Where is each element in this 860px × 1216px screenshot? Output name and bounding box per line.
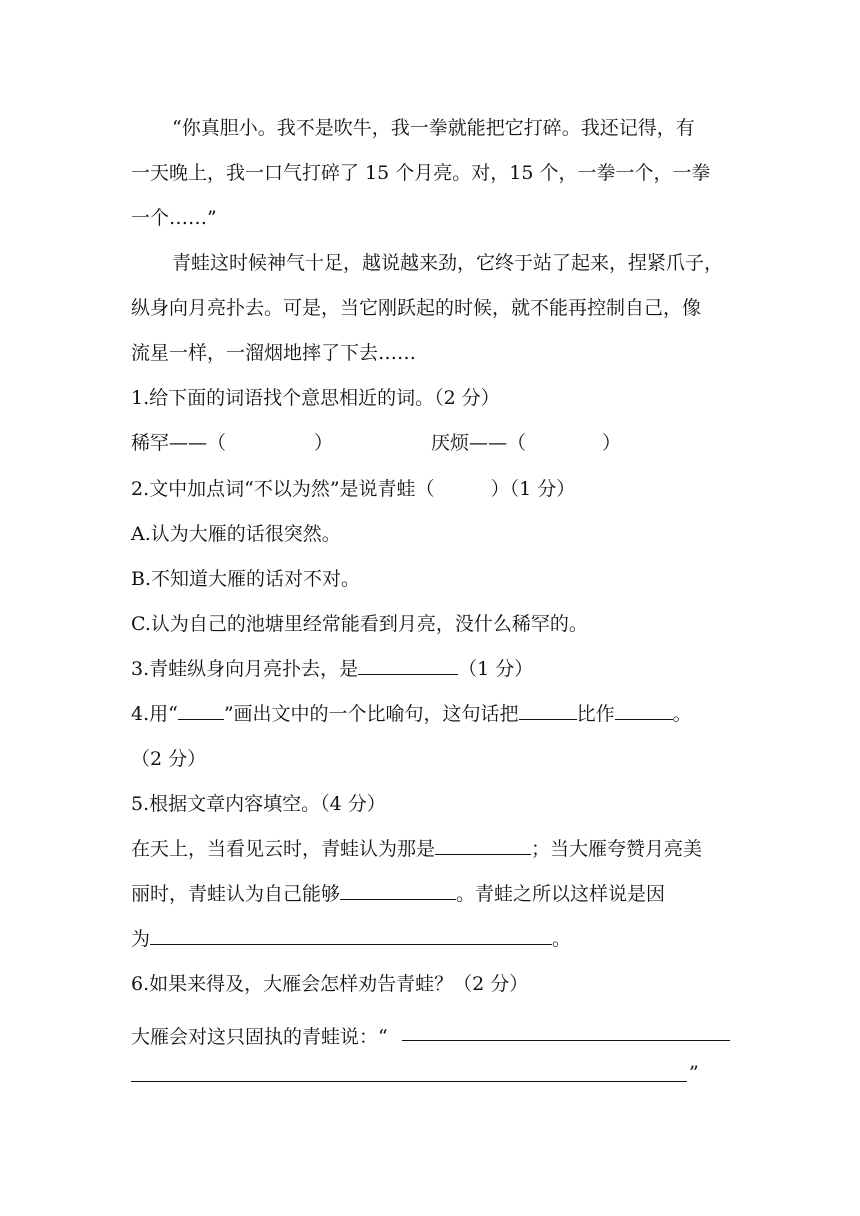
question-3-score: （1 分）	[458, 658, 534, 680]
option-a: A.认为大雁的话很突然。	[131, 523, 341, 545]
question-5-line-3	[131, 926, 731, 952]
question-5-period: 。	[552, 928, 572, 950]
question-5-text: ；当大雁夸赞月亮美	[531, 838, 703, 860]
passage-line: 流星一样，一溜烟地摔了下去……	[131, 342, 417, 364]
question-5-line-1	[131, 836, 731, 862]
option-c: C.认为自己的池塘里经常能看到月亮，没什么稀罕的。	[131, 613, 588, 635]
question-5-text: 丽时，青蛙认为自己能够	[131, 883, 341, 905]
question-4-text: ”画出文中的一个比喻句，这句话把	[223, 703, 519, 725]
question-4-text: 比作	[576, 703, 615, 725]
underline-sample	[178, 701, 224, 720]
question-2-text: 2.文中加点词“不以为然”是说青蛙（	[131, 478, 435, 500]
question-6-lead	[131, 1024, 731, 1050]
question-4	[131, 701, 731, 727]
option-b: B.不知道大雁的话对不对。	[131, 568, 361, 590]
question-2-stem	[131, 476, 731, 502]
close-paren: ）	[602, 432, 622, 454]
question-6-stem: 6.如果来得及，大雁会怎样劝告青蛙？（2 分）	[131, 973, 529, 995]
question-5-stem: 5.根据文章内容填空。（4 分）	[131, 793, 386, 815]
question-3-text: 3.青蛙纵身向月亮扑去，是	[131, 658, 359, 680]
question-4-period: 。	[672, 703, 692, 725]
passage-line: 纵身向月亮扑去。可是，当它刚跃起的时候，就不能再控制自己，像	[131, 297, 702, 319]
question-6-text: 大雁会对这只固执的青蛙说：“	[131, 1026, 388, 1048]
question-3	[131, 656, 731, 682]
word-xihan-label: 稀罕——（	[131, 432, 227, 454]
passage-line: 一天晚上，我一口气打碎了 15 个月亮。对，15 个，一拳一个，一拳	[131, 162, 711, 184]
answer-blank[interactable]	[150, 926, 552, 945]
question-4-text: 4.用“	[131, 703, 178, 725]
question-4-score: （2 分）	[131, 748, 207, 770]
answer-line[interactable]	[402, 1040, 730, 1041]
question-1-answers	[131, 430, 731, 456]
closing-quote: ”	[689, 1062, 699, 1084]
question-5-text: 。青蛙之所以这样说是因	[456, 883, 666, 905]
close-paren: ）	[314, 432, 334, 454]
answer-blank[interactable]	[519, 701, 577, 720]
answer-blank[interactable]	[435, 836, 531, 855]
passage-line: 一个……”	[131, 207, 217, 229]
answer-blank[interactable]	[615, 701, 673, 720]
question-2-score: ）（1 分）	[490, 478, 576, 500]
question-5-text: 在天上，当看见云时，青蛙认为那是	[131, 838, 436, 860]
answer-blank[interactable]	[358, 656, 458, 675]
question-5-line-2	[131, 881, 731, 907]
passage-line: 青蛙这时候神气十足，越说越来劲，它终于站了起来，捏紧爪子，	[172, 252, 724, 274]
answer-line[interactable]	[131, 1081, 687, 1082]
question-5-text: 为	[131, 928, 151, 950]
passage-line: “你真胆小。我不是吹牛，我一拳就能把它打碎。我还记得，有	[172, 117, 695, 139]
answer-blank[interactable]	[340, 881, 456, 900]
question-1-stem: 1.给下面的词语找个意思相近的词。（2 分）	[131, 387, 500, 409]
word-yanfan-label: 厌烦——（	[431, 432, 527, 454]
